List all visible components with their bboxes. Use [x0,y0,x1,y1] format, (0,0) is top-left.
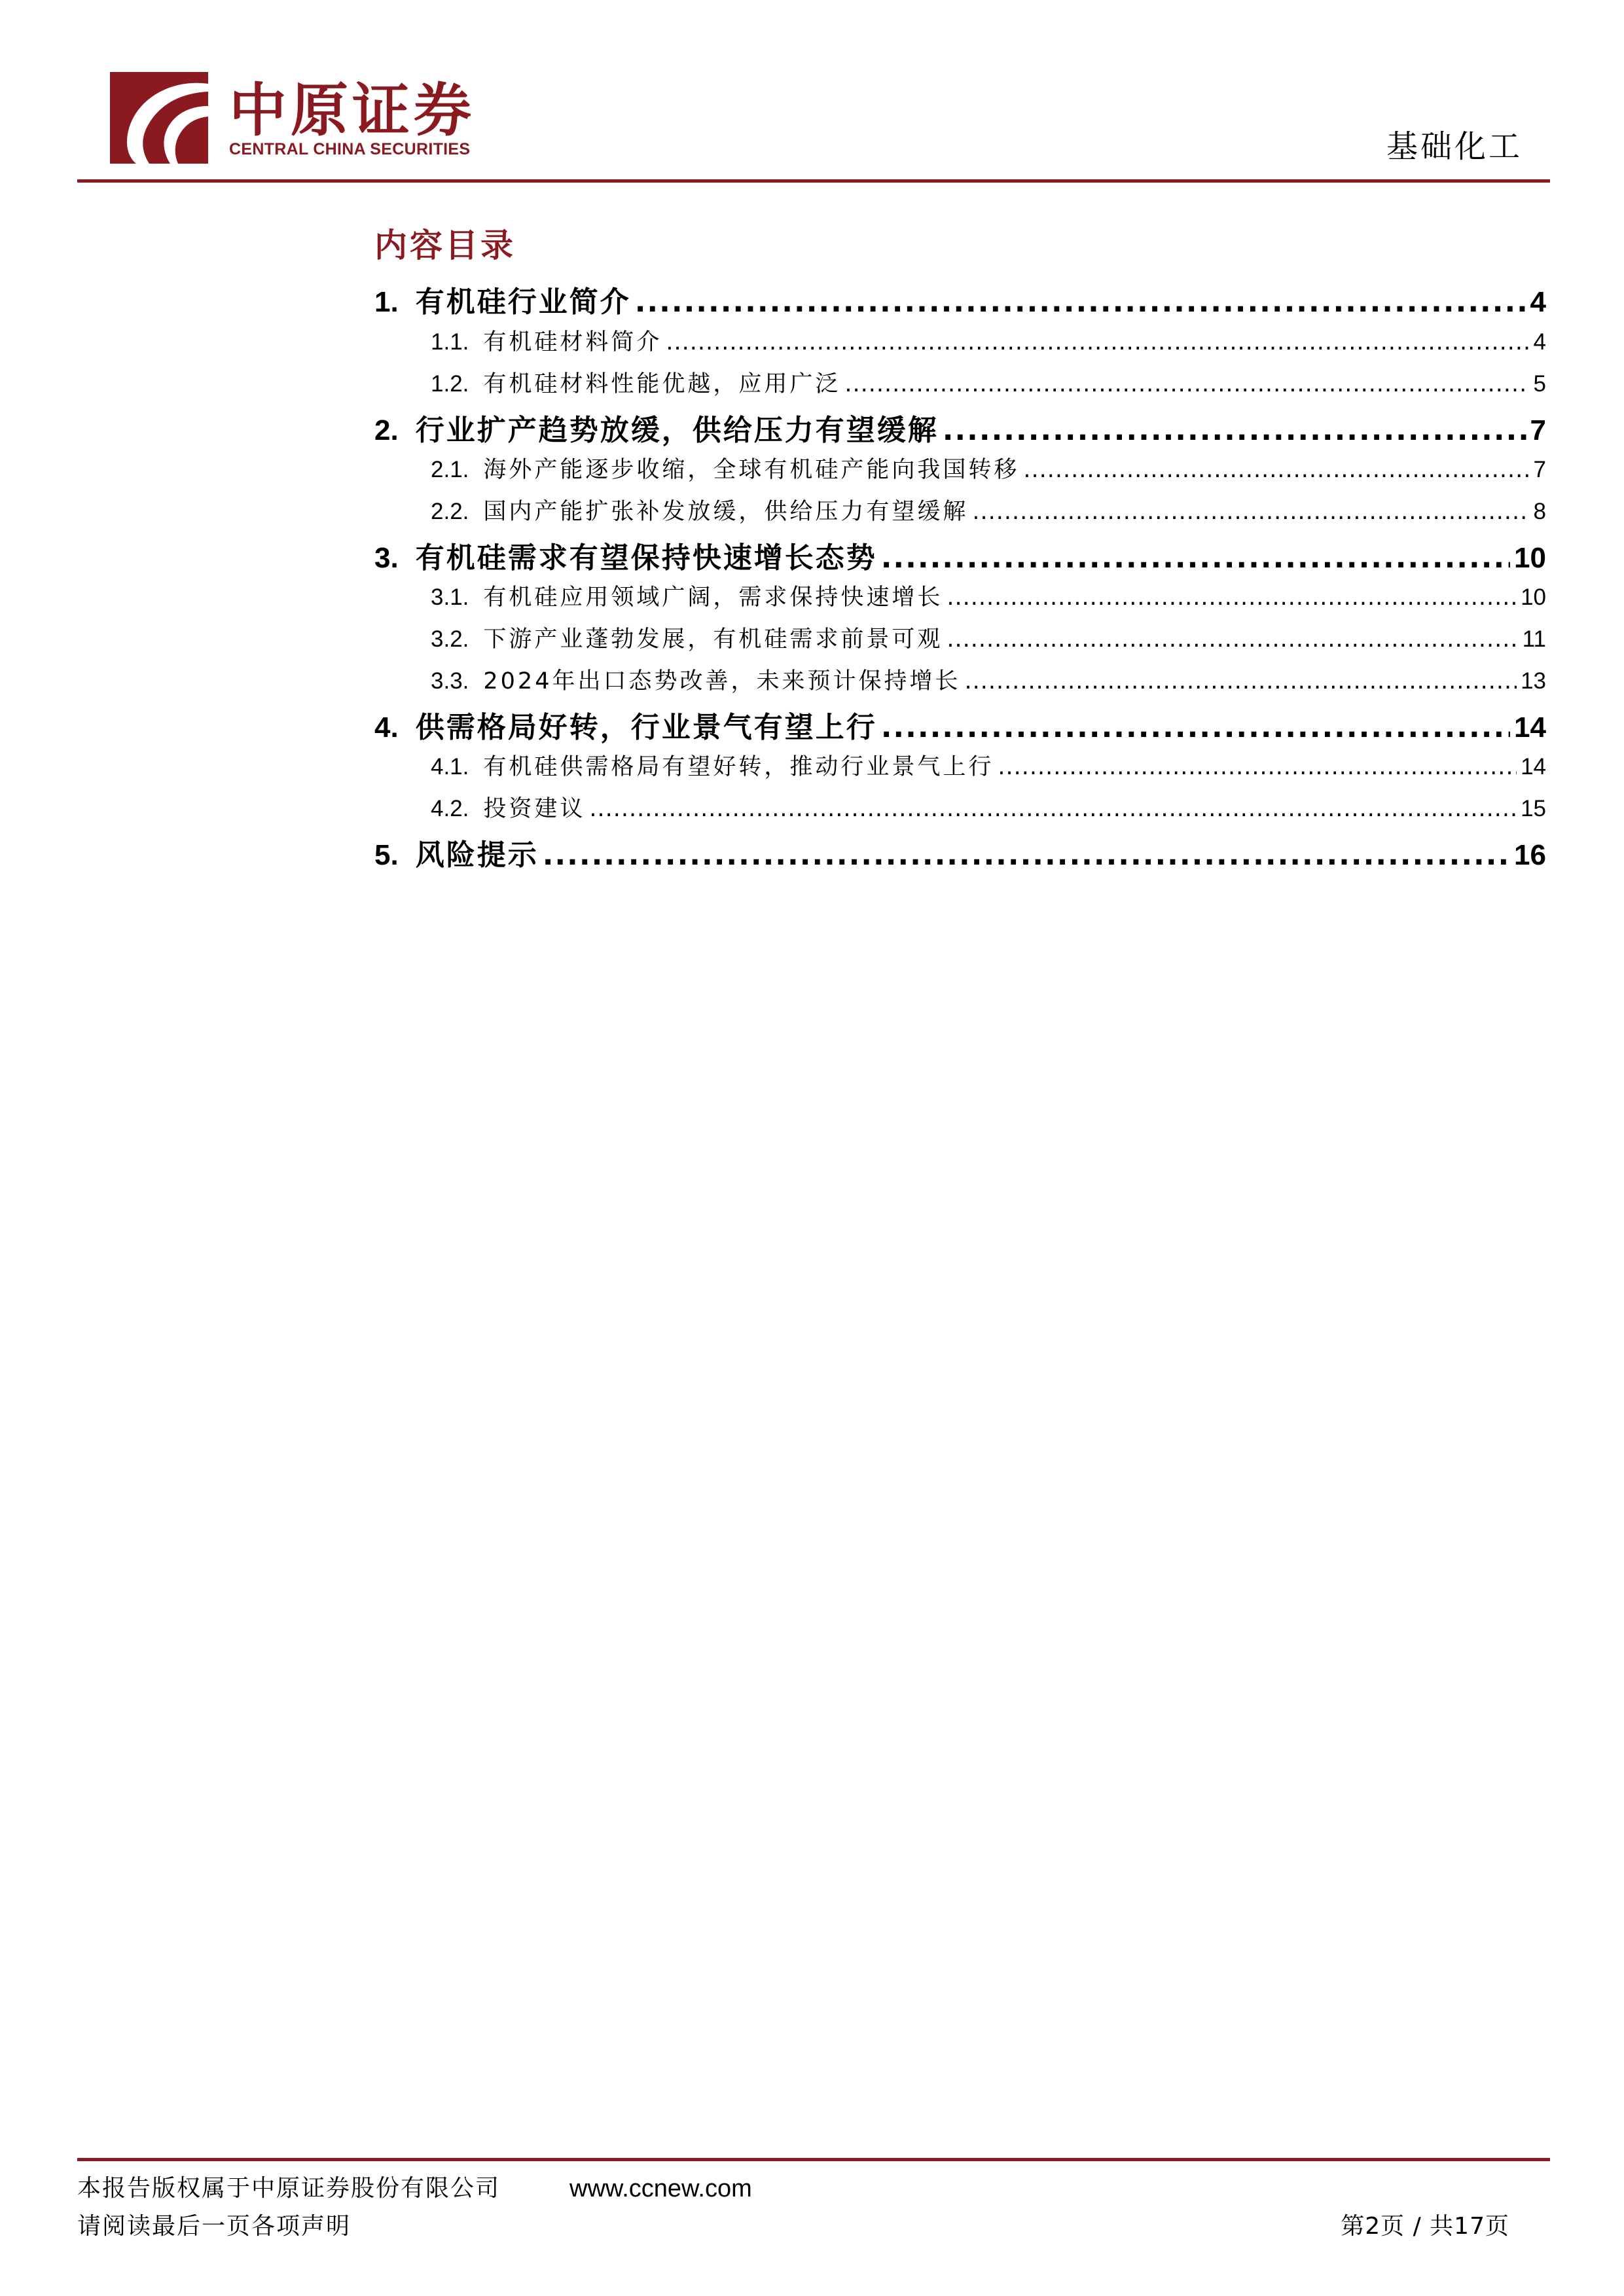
logo-english-name: CENTRAL CHINA SECURITIES [229,140,471,158]
dot-leader [881,541,1510,575]
toc-title: 内容目录 [374,226,516,264]
toc-entry[interactable] [374,324,1546,357]
toc-entry-page: 7 [1533,457,1546,482]
toc-entry[interactable] [374,452,1546,484]
footer-website-link[interactable]: www.ccnew.com [569,2175,752,2202]
toc-entry[interactable] [374,749,1546,781]
footer-disclaimer-note: 请阅读最后一页各项声明 [77,2213,352,2240]
toc-entry-title: 有机硅材料性能优越，应用广泛 [483,371,841,397]
toc-entry[interactable] [374,278,1546,320]
toc-entry-title: 有机硅应用领域广阔，需求保持快速增长 [483,584,943,611]
toc-entry-page: 11 [1522,626,1546,652]
toc-entry[interactable] [374,493,1546,526]
toc-entry-title: 国内产能扩张补发放缓，供给压力有望缓解 [483,499,969,525]
dot-leader [947,626,1518,653]
footer-copyright: 本报告版权属于中原证券股份有限公司 [77,2175,501,2202]
company-logo-icon [110,72,208,164]
toc-entry-number: 1.2. [431,371,469,397]
toc-entry-number: 3. [374,542,399,574]
dot-leader [943,414,1526,447]
dot-leader [844,371,1529,397]
toc-entry-number: 3.2. [431,626,469,652]
toc-entry-title: 投资建议 [483,796,586,822]
toc-entry[interactable] [374,621,1546,654]
toc-entry-page: 7 [1530,414,1546,446]
toc-entry[interactable] [374,663,1546,696]
toc-entry-number: 2.2. [431,499,469,524]
dot-leader [964,668,1517,694]
toc-entry-title: 海外产能逐步收缩，全球有机硅产能向我国转移 [483,457,1020,483]
toc-entry-page: 10 [1514,542,1546,574]
toc-entry[interactable] [374,366,1546,399]
toc-entry-title: 下游产业蓬勃发展，有机硅需求前景可观 [483,626,943,653]
toc-entry-number: 5. [374,839,399,871]
toc-entry-title: 有机硅需求有望保持快速增长态势 [415,541,877,575]
toc-entry-number: 2.1. [431,457,469,482]
toc-entry-page: 14 [1514,711,1546,744]
toc-entry-title: 有机硅材料简介 [483,329,662,355]
toc-entry-number: 4.2. [431,796,469,821]
toc-entry-number: 1.1. [431,329,469,355]
toc-entry-title: 风险提示 [415,838,539,872]
header-divider [77,179,1550,183]
toc-entry-page: 15 [1521,796,1546,821]
logo-chinese-name: 中原证券 [229,77,476,144]
toc-entry-page: 10 [1521,584,1546,610]
toc-entry-title: 供需格局好转，行业景气有望上行 [415,711,877,744]
toc-entry-page: 5 [1533,371,1546,397]
dot-leader [666,329,1529,355]
toc-entry-number: 3.3. [431,668,469,694]
toc-entry-page: 4 [1533,329,1546,355]
toc-entry-page: 16 [1514,839,1546,871]
dot-leader [589,796,1517,822]
toc-entry-number: 3.1. [431,584,469,610]
dot-leader [543,838,1510,872]
dot-leader [881,711,1510,744]
toc-entry-title: 行业扩产趋势放缓，供给压力有望缓解 [415,414,939,447]
toc-entry-number: 4.1. [431,754,469,780]
toc-entry[interactable] [374,831,1546,873]
toc-entry-page: 4 [1530,286,1546,318]
toc-entry-number: 2. [374,414,399,446]
toc-entry-title: 2024年出口态势改善，未来预计保持增长 [483,668,961,694]
toc-entry-page: 8 [1533,499,1546,524]
toc-entry[interactable] [374,791,1546,823]
toc-entry-title: 有机硅行业简介 [415,285,631,319]
footer-divider [77,2158,1550,2161]
dot-leader [1023,457,1529,483]
toc-entry[interactable] [374,704,1546,745]
dot-leader [947,584,1517,611]
toc-entry[interactable] [374,579,1546,612]
toc-entry-page: 14 [1521,754,1546,780]
industry-section-label: 基础化工 [1386,128,1523,165]
footer-page-number: 第2页 / 共17页 [1341,2213,1509,2240]
toc-entry-page: 13 [1521,668,1546,694]
toc-entry-number: 1. [374,286,399,318]
dot-leader [972,499,1529,525]
toc-entry-title: 有机硅供需格局有望好转，推动行业景气上行 [483,754,994,780]
toc-entry[interactable] [374,406,1546,448]
dot-leader [998,754,1517,780]
dot-leader [635,285,1526,319]
toc-entry[interactable] [374,534,1546,576]
toc-entry-number: 4. [374,711,399,744]
